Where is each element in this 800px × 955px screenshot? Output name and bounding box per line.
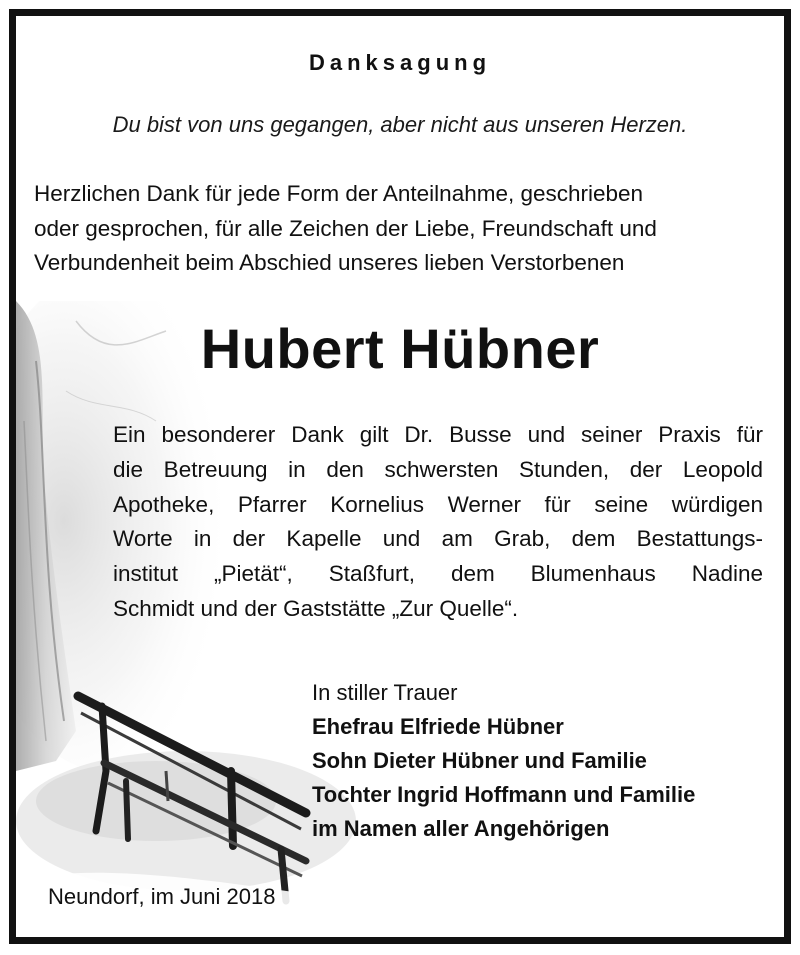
thanks-line: institut „Pietät“, Staßfurt, dem Blumenhaus Nadine xyxy=(113,561,763,587)
intro-line: Verbundenheit beim Abschied unseres lieben Verstorbenen xyxy=(34,250,625,275)
mourner-name: Tochter Ingrid Hoffmann und Familie xyxy=(312,782,696,807)
intro-paragraph xyxy=(34,177,764,281)
thanks-line: Ein besonderer Dank gilt Dr. Busse und seiner Praxis für xyxy=(113,422,763,447)
thanks-line: die Betreuung in den schwersten Stunden, der Leopold xyxy=(113,456,763,482)
deceased-name: Hubert Hübner xyxy=(200,317,600,380)
thanks-line: Worte in der Kapelle und am Grab, dem Bestattungs- xyxy=(113,526,763,552)
thanks-line: Schmidt und der Gaststätte „Zur Quelle“. xyxy=(113,595,519,621)
motto: Du bist von uns gegangen, aber nicht aus unseren Herzen. xyxy=(112,112,688,137)
mourner-name: Ehefrau Elfriede Hübner xyxy=(312,714,564,739)
mourner-name: Sohn Dieter Hübner und Familie xyxy=(312,748,647,773)
thanks-line: Apotheke, Pfarrer Kornelius Werner für seine würdigen xyxy=(113,491,763,517)
mourners-block xyxy=(312,676,695,846)
thanks-paragraph xyxy=(113,418,763,627)
notice-frame xyxy=(9,9,791,944)
mourner-name: im Namen aller Angehörigen xyxy=(312,816,610,841)
place-date: Neundorf, im Juni 2018 xyxy=(48,884,276,909)
heading: Danksagung xyxy=(308,50,492,75)
mourning-intro: In stiller Trauer xyxy=(312,680,458,705)
intro-line: Herzlichen Dank für jede Form der Anteilnahme, geschrieben xyxy=(34,181,644,206)
intro-line: oder gesprochen, für alle Zeichen der Liebe, Freundschaft und xyxy=(34,215,657,241)
